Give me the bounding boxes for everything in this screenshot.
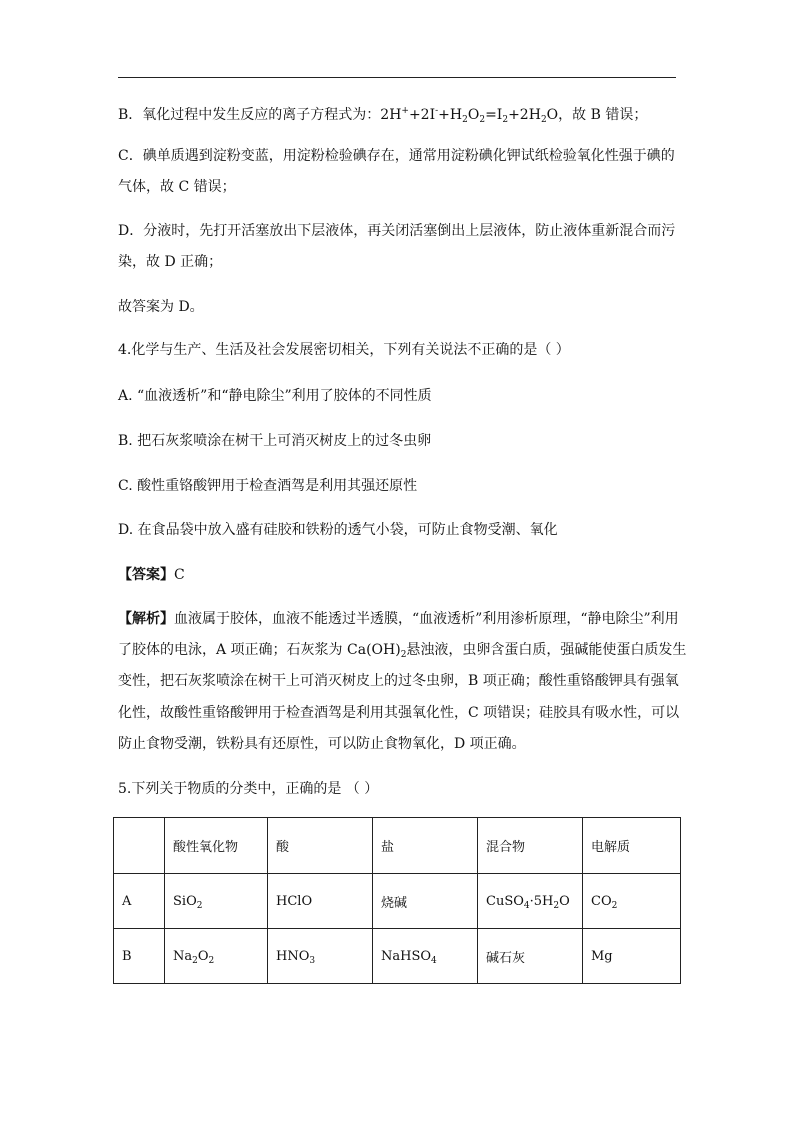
question4-analysis-line5: 防止食物受潮，铁粉具有还原性，可以防止食物氧化，D 项正确。 xyxy=(118,736,526,752)
option-d-explanation-line2: 染，故 D 正确； xyxy=(118,254,223,270)
table-header-cell: 电解质 xyxy=(583,818,681,874)
question4-analysis-line2: 了胶体的电泳，A 项正确；石灰浆为 $Ca(OH)_2$悬浊液，虫卵含蛋白质，强碱能使蛋白质发生 xyxy=(118,642,687,660)
table-cell: HClO xyxy=(268,874,373,929)
question4-option-d: D. 在食品袋中放入盛有硅胶和铁粉的透气小袋，可防止食物受潮、氧化 xyxy=(118,522,558,538)
question4-analysis-line3: 变性，把石灰浆喷涂在树干上可消灭树皮上的过冬虫卵，B 项正确；酸性重铬酸钾具有强氧 xyxy=(118,673,679,689)
question4-stem: 4.化学与生产、生活及社会发展密切相关，下列有关说法不正确的是（ ） xyxy=(118,342,570,358)
table-header-cell: 酸性氧化物 xyxy=(165,818,268,874)
question4-option-c: C. 酸性重铬酸钾用于检查酒驾是利用其强还原性 xyxy=(118,478,418,494)
table-header-row xyxy=(114,818,681,874)
table-cell: NaHSO$_4$ xyxy=(373,929,478,984)
table-cell: $HNO_3$ xyxy=(268,929,373,984)
table-header-cell xyxy=(114,818,165,874)
option-c-explanation-line2: 气体，故 C 错误； xyxy=(118,179,236,195)
question4-answer xyxy=(118,565,185,585)
option-d-explanation-line1: D．分液时，先打开活塞放出下层液体，再关闭活塞倒出上层液体，防止液体重新混合而污 xyxy=(118,223,676,239)
table-cell: $CuSO_4\cdot 5H_2O$ xyxy=(478,874,583,929)
table-row xyxy=(114,874,681,929)
table-cell: 烧碱 xyxy=(373,874,478,929)
table-cell: SiO$_2$ xyxy=(165,874,268,929)
table-row xyxy=(114,929,681,984)
question4-analysis-line1: 【解析】血液属于胶体，血液不能透过半透膜，“血液透析”利用渗析原理，“静电除尘”利用 xyxy=(118,611,679,627)
option-b-explanation: B．氧化过程中发生反应的离子方程式为：$2H^++2I^-+H_2O_2=I_2+2H_2O$，故 B 错误； xyxy=(118,106,648,125)
conclusion-text: 故答案为 D。 xyxy=(118,299,204,315)
table-cell: Mg xyxy=(583,929,681,984)
classification-table xyxy=(113,817,681,984)
question5-stem: 5.下列关于物质的分类中，正确的是 （ ） xyxy=(118,781,379,797)
row-label: B xyxy=(114,929,165,984)
table-header-cell: 盐 xyxy=(373,818,478,874)
table-cell: 碱石灰 xyxy=(478,929,583,984)
question4-option-b: B. 把石灰浆喷涂在树干上可消灭树皮上的过冬虫卵 xyxy=(118,433,432,449)
row-label: A xyxy=(114,874,165,929)
answer-value: C xyxy=(174,567,185,583)
answer-label: 【答案】 xyxy=(118,567,174,583)
table-cell: $CO_2$ xyxy=(583,874,681,929)
question4-option-a: A. “血液透析”和“静电除尘”利用了胶体的不同性质 xyxy=(118,388,432,404)
header-rule xyxy=(118,77,676,78)
table-header-cell: 酸 xyxy=(268,818,373,874)
table-cell: $Na_2O_2$ xyxy=(165,929,268,984)
analysis-label: 【解析】 xyxy=(118,611,174,627)
table-header-cell: 混合物 xyxy=(478,818,583,874)
question4-analysis-line4: 化性，故酸性重铬酸钾用于检查酒驾是利用其强氧化性，C 项错误；硅胶具有吸水性，可以 xyxy=(118,705,680,721)
option-c-explanation-line1: C．碘单质遇到淀粉变蓝，用淀粉检验碘存在，通常用淀粉碘化钾试纸检验氧化性强于碘的 xyxy=(118,148,675,164)
